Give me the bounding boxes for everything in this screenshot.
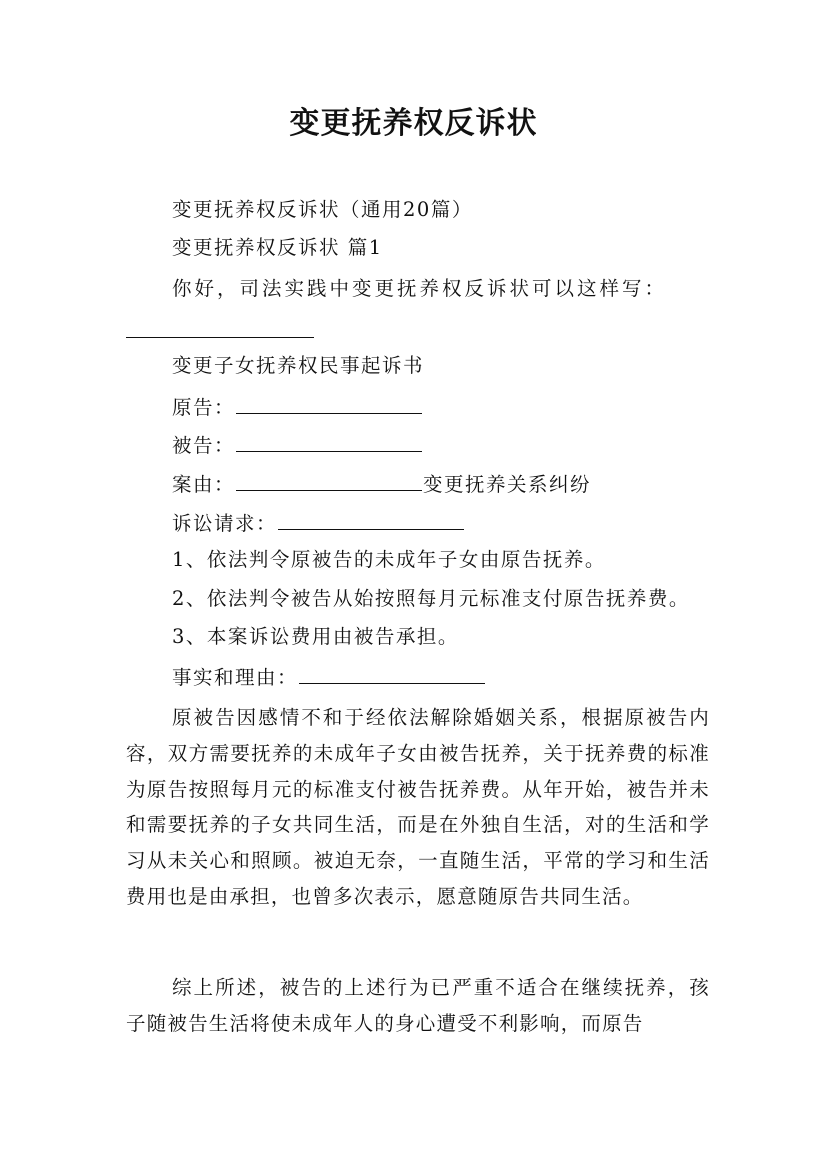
case-suffix: 变更抚养关系纠纷	[423, 473, 592, 496]
intro-line: 你好，司法实践中变更抚养权反诉状可以这样写：	[172, 277, 668, 300]
claims-blank	[278, 510, 464, 530]
defendant-blank	[236, 432, 422, 452]
document-name: 变更子女抚养权民事起诉书	[172, 354, 425, 377]
claim-1: 1、依法判令原被告的未成年子女由原告抚养。	[172, 548, 606, 571]
plaintiff-blank	[236, 394, 422, 414]
article-heading: 变更抚养权反诉状 篇1	[172, 236, 383, 259]
case-line	[172, 471, 591, 497]
collection-heading: 变更抚养权反诉状（通用20篇）	[172, 198, 473, 221]
claims-label: 诉讼请求：	[172, 512, 278, 535]
facts-label: 事实和理由：	[172, 666, 299, 689]
defendant-line	[172, 432, 423, 458]
conclusion-paragraph: 综上所述，被告的上述行为已严重不适合在继续抚养，孩子随被告生活将使未成年人的身心遭受不利影响，而原告	[126, 976, 710, 1035]
document-title: 变更抚养权反诉状	[289, 106, 538, 141]
claims-line	[172, 510, 465, 536]
plaintiff-line	[172, 394, 423, 420]
case-blank	[236, 471, 422, 491]
defendant-label: 被告：	[172, 434, 236, 457]
separator-line	[126, 337, 314, 338]
claim-3: 3、本案诉讼费用由被告承担。	[172, 625, 459, 648]
facts-blank	[299, 664, 485, 684]
facts-paragraph: 原被告因感情不和于经依法解除婚姻关系，根据原被告内容，双方需要抚养的未成年子女由被告抚养，关于抚养费的标准为原告按照每月元的标准支付被告抚养费。从年开始，被告并未和需要抚养的子女共同生活，而是在外独自生活，对的生活和学习从未关心和照顾。被迫无奈，一直随生活，平常的学习和生活费用也是由承担，也曾多次表示，愿意随原告共同生活。	[126, 706, 710, 908]
plaintiff-label: 原告：	[172, 396, 236, 419]
claim-2: 2、依法判令被告从始按照每月元标准支付原告抚养费。	[172, 587, 690, 610]
case-label: 案由：	[172, 473, 236, 496]
facts-line	[172, 664, 486, 690]
